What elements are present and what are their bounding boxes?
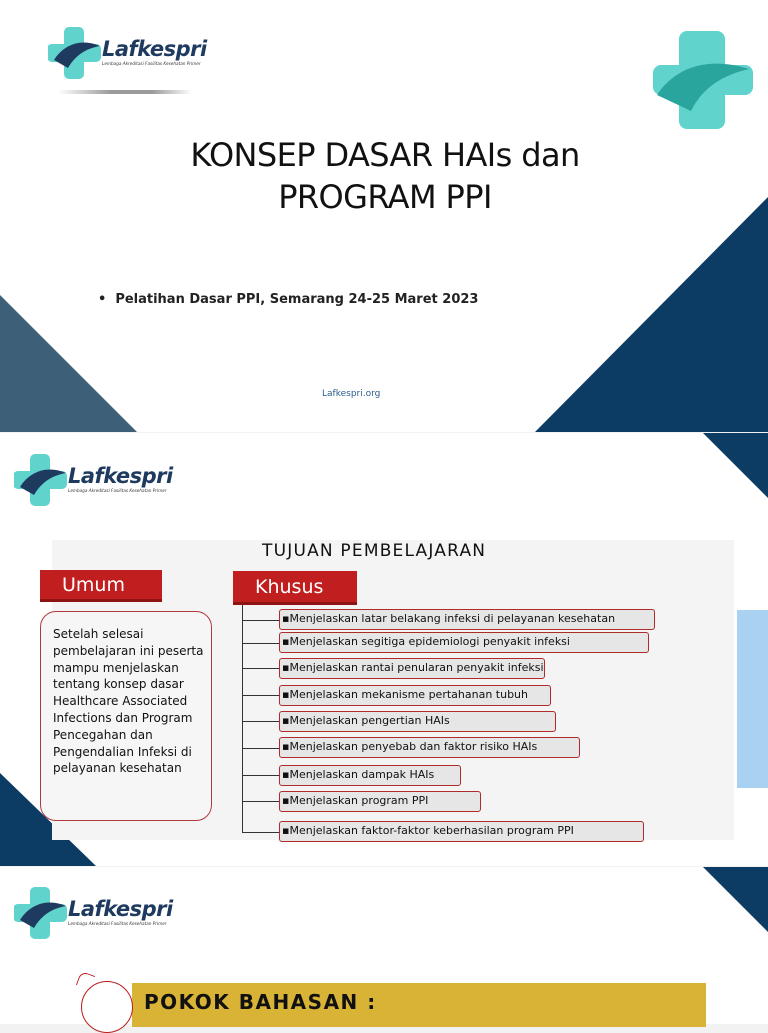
umum-textbox: Setelah selesai pembelajaran ini peserta mampu menjelaskan tentang konsep dasar Healthcare Associated Infections dan Program Pencegahan dan Pengendalian Infeksi di pelayanan kesehatan: [40, 611, 212, 821]
logo-name: Lafkespri: [68, 897, 173, 921]
khusus-item: ▪ Menjelaskan mekanisme pertahanan tubuh: [279, 685, 551, 706]
tree-branch: [242, 643, 279, 644]
khusus-item: ▪ Menjelaskan segitiga epidemiologi penyakit infeksi: [279, 632, 649, 653]
title-slide: [0, 0, 768, 432]
top-right-triangle: [703, 433, 768, 498]
bottom-left-triangle: [0, 295, 137, 432]
tree-branch: [242, 721, 279, 722]
tree-branch: [242, 775, 279, 776]
corner-cross-icon: [651, 29, 755, 133]
logo-cross-icon: [14, 451, 70, 507]
logo-tagline: Lembaga Akreditasi Fasilitas Kesehatan Primer: [68, 488, 167, 493]
umum-header: Umum: [40, 570, 162, 602]
objectives-heading: TUJUAN PEMBELAJARAN: [262, 541, 487, 561]
khusus-item: ▪ Menjelaskan rantai penularan penyakit infeksi: [279, 658, 545, 679]
lafkespri-logo: [14, 451, 173, 507]
khusus-item: ▪ Menjelaskan dampak HAIs: [279, 765, 461, 786]
logo-tagline: Lembaga Akreditasi Fasilitas Kesehatan Primer: [102, 61, 201, 66]
title-line-1: KONSEP DASAR HAIs dan: [190, 136, 580, 174]
logo-name: Lafkespri: [68, 464, 173, 488]
banner-circle-decor: [81, 981, 133, 1033]
slide-title: [90, 134, 680, 218]
tree-branch: [242, 748, 279, 749]
topics-heading: POKOK BAHASAN :: [144, 990, 377, 1014]
logo-cross-icon: [14, 884, 70, 940]
khusus-item: ▪ Menjelaskan pengertian HAIs: [279, 711, 556, 732]
logo-cross-icon: [48, 24, 104, 80]
lafkespri-logo: [14, 884, 173, 940]
tree-branch: [242, 668, 279, 669]
logo-tagline: Lembaga Akreditasi Fasilitas Kesehatan Primer: [68, 921, 167, 926]
khusus-header: Khusus: [233, 571, 357, 605]
khusus-item: ▪ Menjelaskan latar belakang infeksi di pelayanan kesehatan: [279, 609, 655, 630]
subtitle-bullet: • Pelatihan Dasar PPI, Semarang 24-25 Maret 2023: [98, 292, 478, 307]
tree-branch: [242, 620, 279, 621]
bottom-right-triangle: [535, 197, 768, 432]
side-accent-bar: [737, 610, 768, 788]
tree-branch: [242, 695, 279, 696]
logo-name: Lafkespri: [102, 37, 207, 61]
khusus-item: ▪ Menjelaskan program PPI: [279, 791, 481, 812]
top-right-triangle: [703, 867, 768, 932]
logo-underline: [58, 90, 192, 94]
website-link[interactable]: Lafkespri.org: [322, 389, 381, 399]
khusus-item: ▪ Menjelaskan faktor-faktor keberhasilan program PPI: [279, 821, 644, 842]
title-line-2: PROGRAM PPI: [278, 178, 492, 216]
tree-connector: [242, 605, 243, 832]
khusus-item: ▪ Menjelaskan penyebab dan faktor risiko HAIs: [279, 737, 580, 758]
tree-branch: [242, 832, 279, 833]
lafkespri-logo: [48, 24, 207, 80]
tree-branch: [242, 801, 279, 802]
